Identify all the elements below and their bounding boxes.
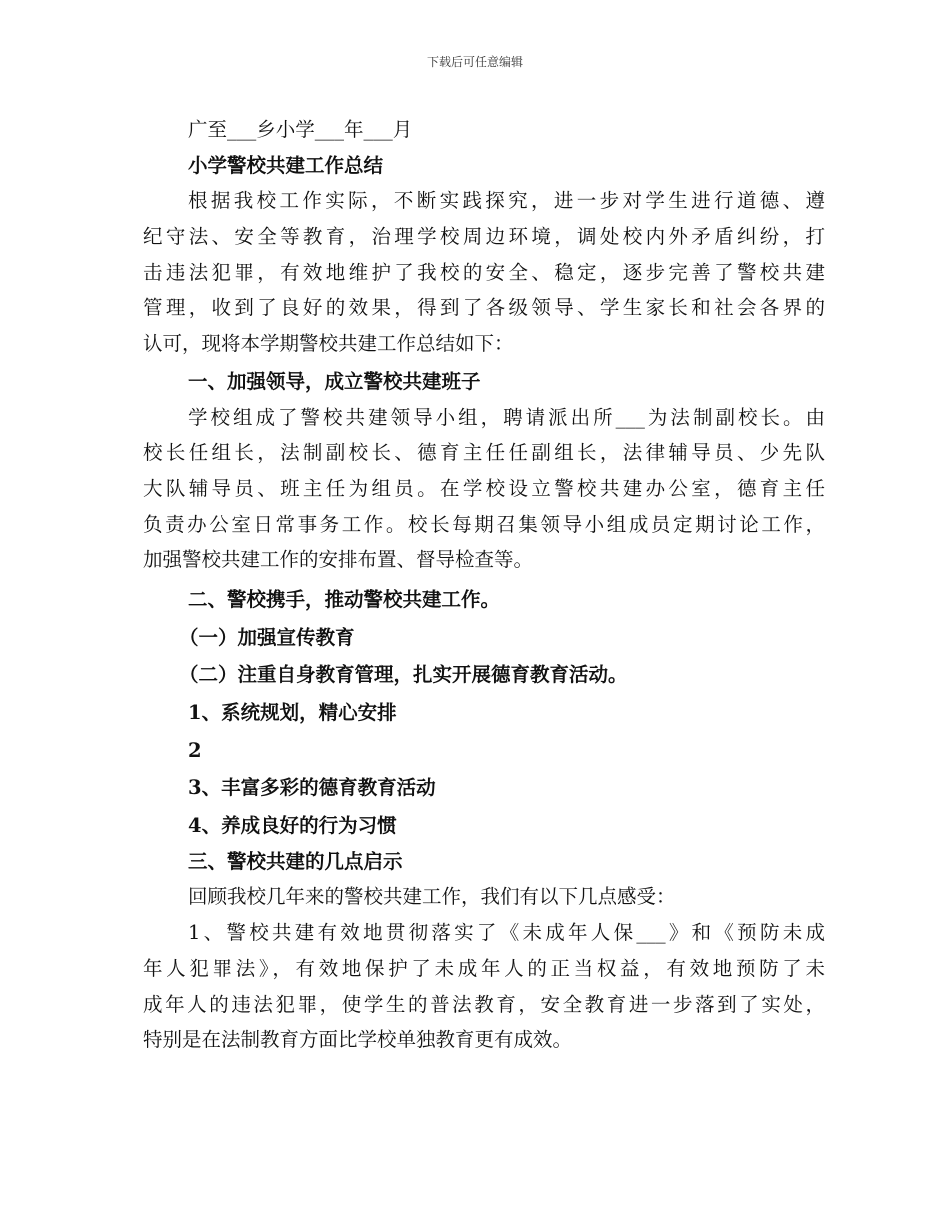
list-item-4: 4、养成良好的行为习惯 — [188, 814, 397, 838]
list-item-2: 2 — [188, 738, 202, 762]
intro-paragraph-line-4: 管理，收到了良好的效果，得到了各级领导、学生家长和社会各界的 — [143, 296, 825, 320]
section-1-paragraph-line-4: 负责办公室日常事务工作。校长每期召集领导小组成员定期讨论工作， — [143, 512, 825, 536]
section-heading-2: 二、警校携手，推动警校共建工作。 — [188, 587, 501, 611]
intro-paragraph-line-1: 根据我校工作实际，不断实践探究，进一步对学生进行道德、遵 — [188, 189, 825, 213]
document-title: 小学警校共建工作总结 — [188, 153, 384, 177]
date-line: 广至___乡小学___年___月 — [188, 118, 413, 141]
section-3-paragraph-line-3: 成年人的违法犯罪，使学生的普法教育，安全教育进一步落到了实处， — [143, 992, 825, 1016]
intro-paragraph-line-2: 纪守法、安全等教育，治理学校周边环境，调处校内外矛盾纠纷，打 — [143, 225, 825, 249]
intro-paragraph-line-5: 认可，现将本学期警校共建工作总结如下： — [143, 332, 514, 356]
section-3-paragraph-line-1: 1、警校共建有效地贯彻落实了《未成年人保___》和《预防未成 — [188, 921, 825, 945]
section-3-intro-line: 回顾我校几年来的警校共建工作，我们有以下几点感受： — [188, 885, 676, 909]
subsection-heading-2: （二）注重自身教育管理，扎实开展德育教育活动。 — [179, 663, 628, 687]
section-3-paragraph-line-2: 年人犯罪法》，有效地保护了未成年人的正当权益，有效地预防了未 — [143, 956, 825, 980]
section-3-paragraph-line-4: 特别是在法制教育方面比学校单独教育更有成效。 — [143, 1028, 573, 1052]
section-1-paragraph-line-2: 校长任组长，法制副校长、德育主任任副组长，法律辅导员、少先队 — [143, 441, 825, 465]
document-body — [143, 112, 825, 1058]
page-header-note: 下载后可任意编辑 — [426, 55, 523, 69]
section-heading-3: 三、警校共建的几点启示 — [188, 849, 403, 873]
intro-paragraph-line-3: 击违法犯罪，有效地维护了我校的安全、稳定，逐步完善了警校共建 — [143, 260, 825, 284]
section-1-paragraph-line-5: 加强警校共建工作的安排布置、督导检查等。 — [143, 548, 534, 572]
section-1-paragraph-line-3: 大队辅导员、班主任为组员。在学校设立警校共建办公室，德育主任 — [143, 476, 825, 500]
subsection-heading-1: （一）加强宣传教育 — [179, 625, 355, 649]
section-1-paragraph-line-1: 学校组成了警校共建领导小组，聘请派出所___为法制副校长。由 — [188, 405, 825, 429]
list-item-3: 3、丰富多彩的德育教育活动 — [188, 776, 436, 800]
list-item-1: 1、系统规划，精心安排 — [188, 701, 397, 724]
section-heading-1: 一、加强领导，成立警校共建班子 — [188, 369, 481, 393]
